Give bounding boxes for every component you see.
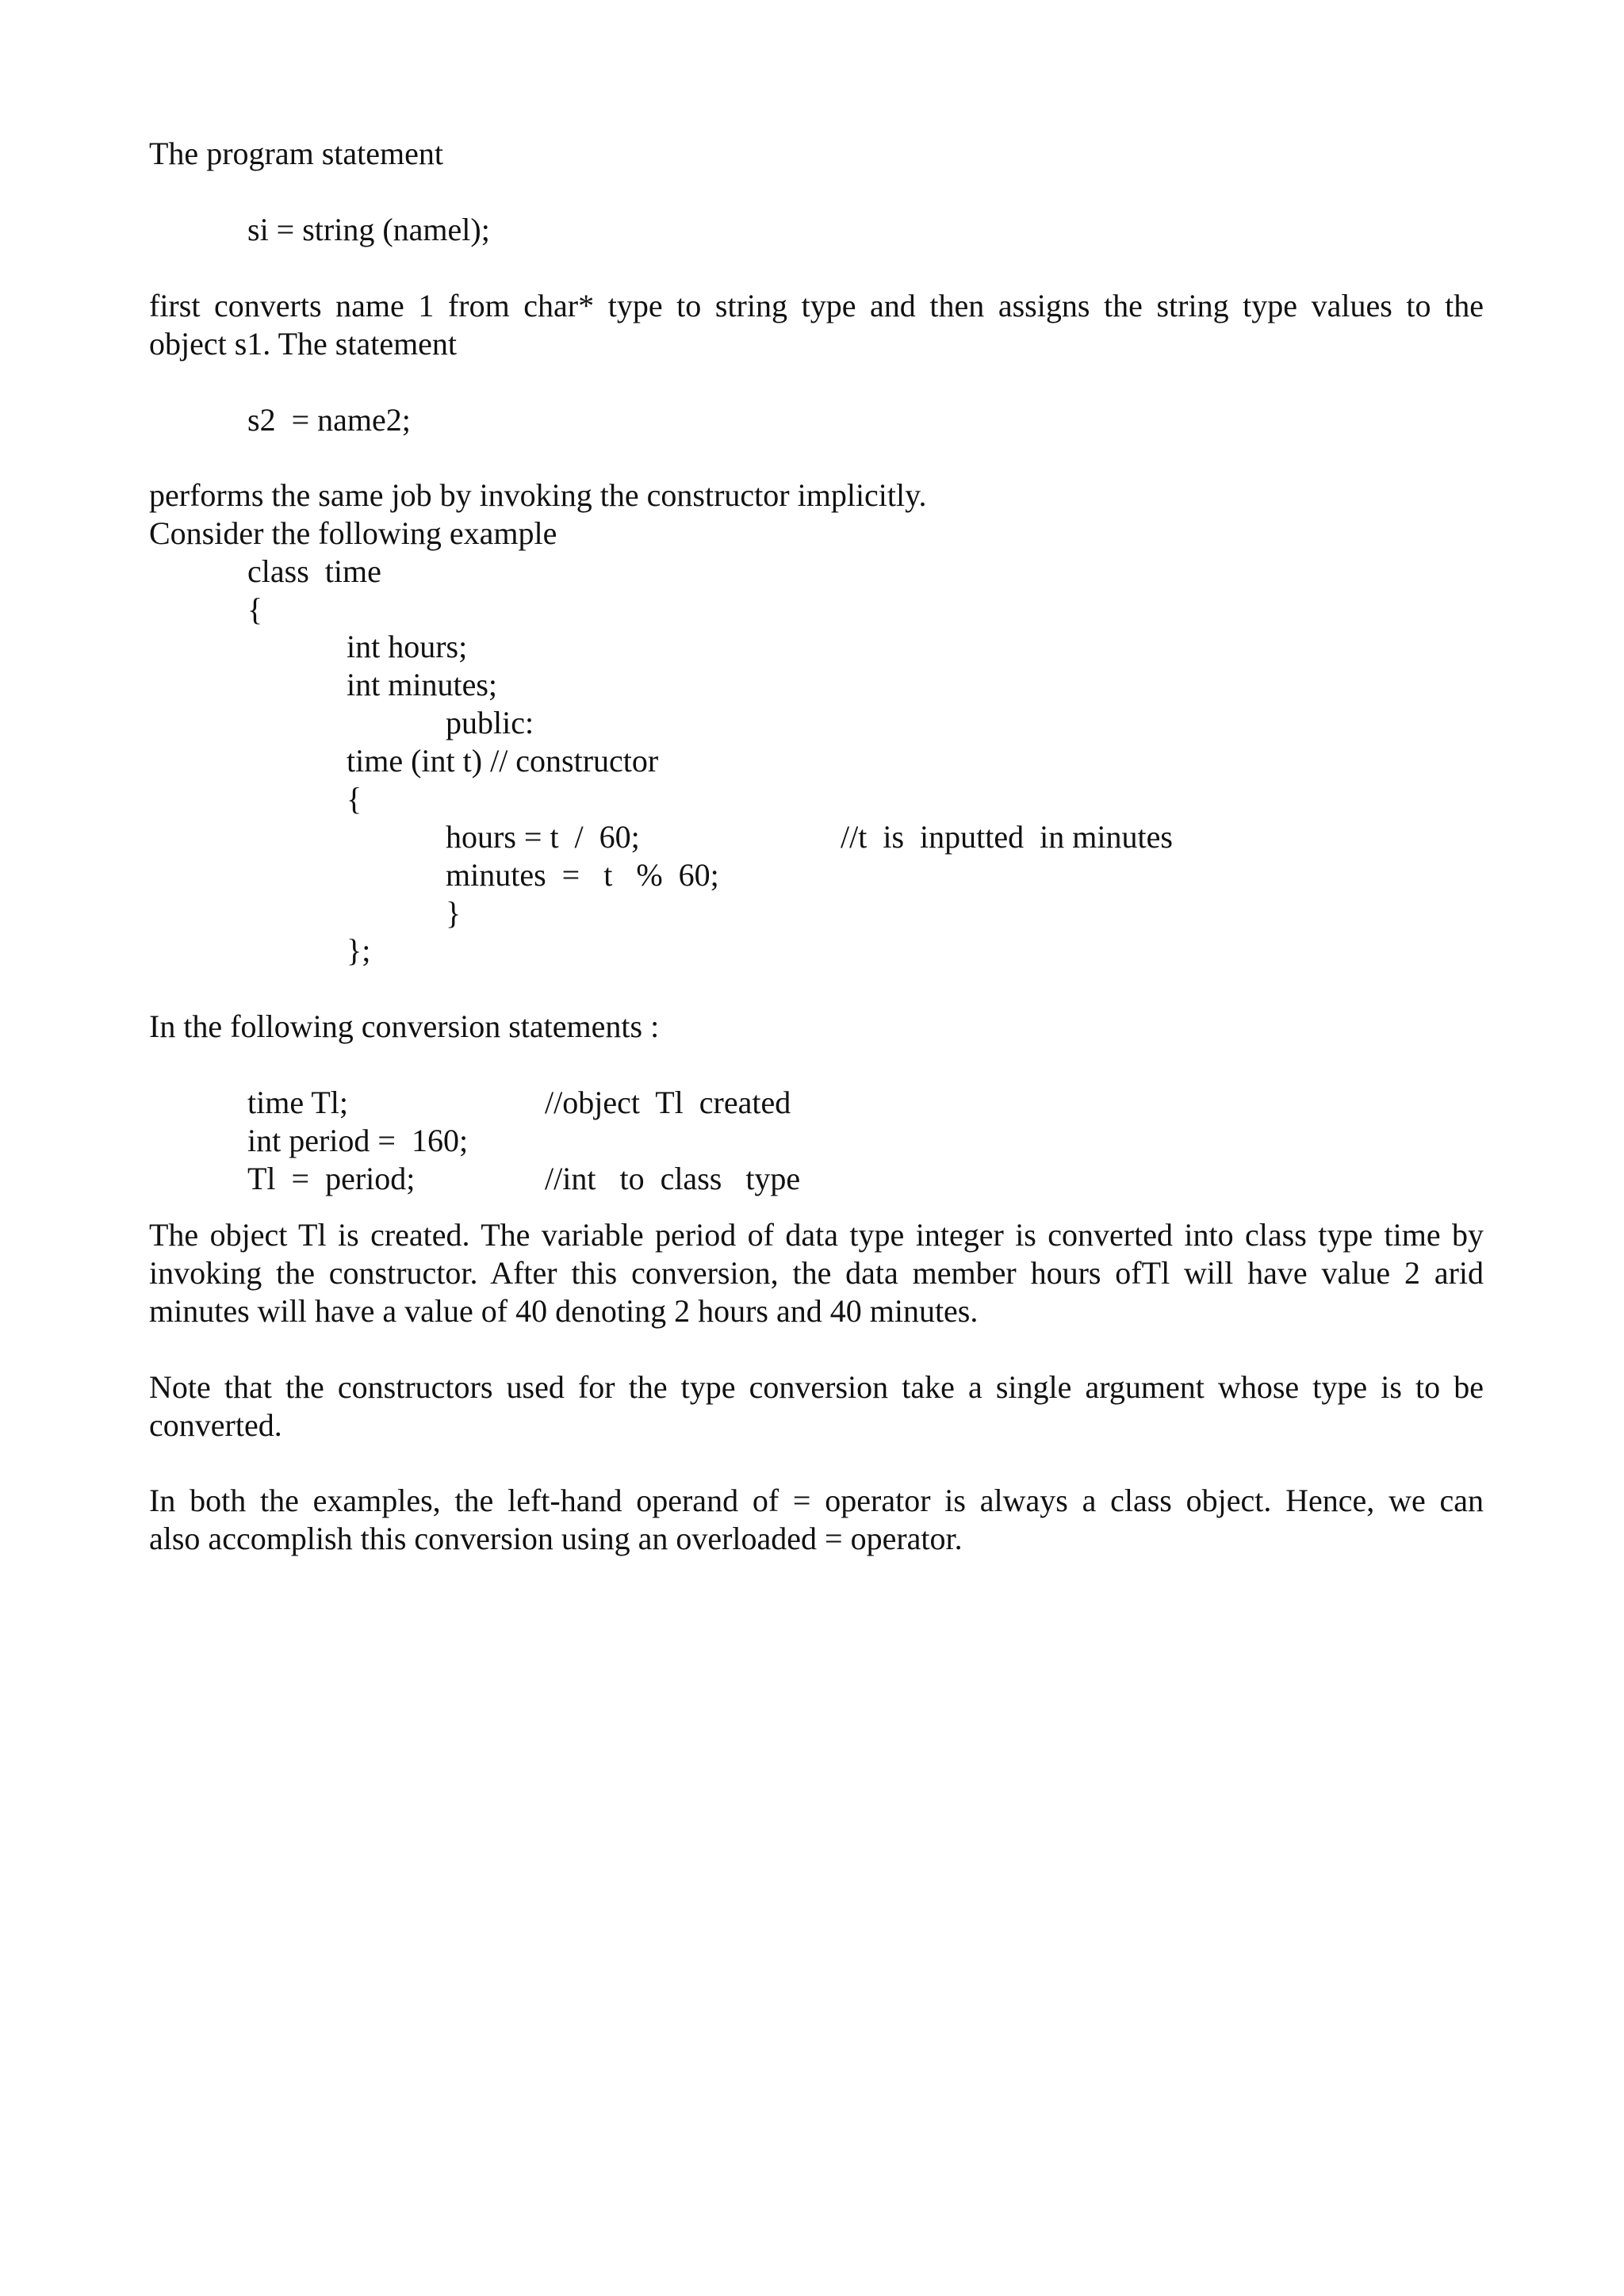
code-statement-2: s2 = name2;: [247, 402, 411, 438]
code-statement-1: si = string (namel);: [247, 212, 490, 247]
paragraph-5-line-1: The object Tl is created. The variable period of data type integer is converted into class type time by: [149, 1217, 1484, 1253]
paragraph-7-line-2: also accomplish this conversion using an overloaded = operator.: [149, 1521, 963, 1556]
paragraph-1-line-2: object s1. The statement: [149, 326, 458, 362]
code-line: };: [347, 932, 371, 968]
code-line: class time: [247, 553, 381, 589]
paragraph-5-line-2: invoking the constructor. After this conversion, the data member hours ofTl will have value 2 arid: [149, 1255, 1484, 1291]
code-comment: //int to class type: [545, 1161, 801, 1196]
code-line: {: [347, 781, 362, 817]
paragraph-6-line-2: converted.: [149, 1407, 282, 1443]
code-line: public:: [446, 705, 534, 740]
paragraph-3: Consider the following example: [149, 515, 557, 551]
code-comment: //t is inputted in minutes: [841, 819, 1173, 855]
intro-text: The program statement: [149, 136, 443, 171]
code-line: int period = 160;: [247, 1123, 469, 1158]
code-line: time (int t) // constructor: [347, 743, 659, 779]
code-line: {: [247, 591, 263, 627]
code-line: int minutes;: [347, 667, 497, 702]
paragraph-1-line-1: first converts name 1 from char* type to string type and then assigns the string type values to the: [149, 288, 1484, 323]
paragraph-4: In the following conversion statements :: [149, 1008, 660, 1044]
paragraph-6-line-1: Note that the constructors used for the type conversion take a single argument whose type is to be: [149, 1369, 1484, 1405]
code-line: }: [446, 895, 462, 931]
paragraph-5-line-3: minutes will have a value of 40 denoting 2 hours and 40 minutes.: [149, 1293, 979, 1329]
code-comment: //object Tl created: [545, 1085, 791, 1120]
code-line: Tl = period;: [247, 1161, 416, 1196]
paragraph-7-line-1: In both the examples, the left-hand operand of = operator is always a class object. Hence, we can: [149, 1483, 1484, 1518]
code-line: time Tl;: [247, 1085, 349, 1120]
code-line: int hours;: [347, 629, 468, 664]
code-line: hours = t / 60;: [446, 819, 640, 855]
code-line: minutes = t % 60;: [446, 857, 719, 893]
paragraph-2: performs the same job by invoking the constructor implicitly.: [149, 477, 927, 513]
